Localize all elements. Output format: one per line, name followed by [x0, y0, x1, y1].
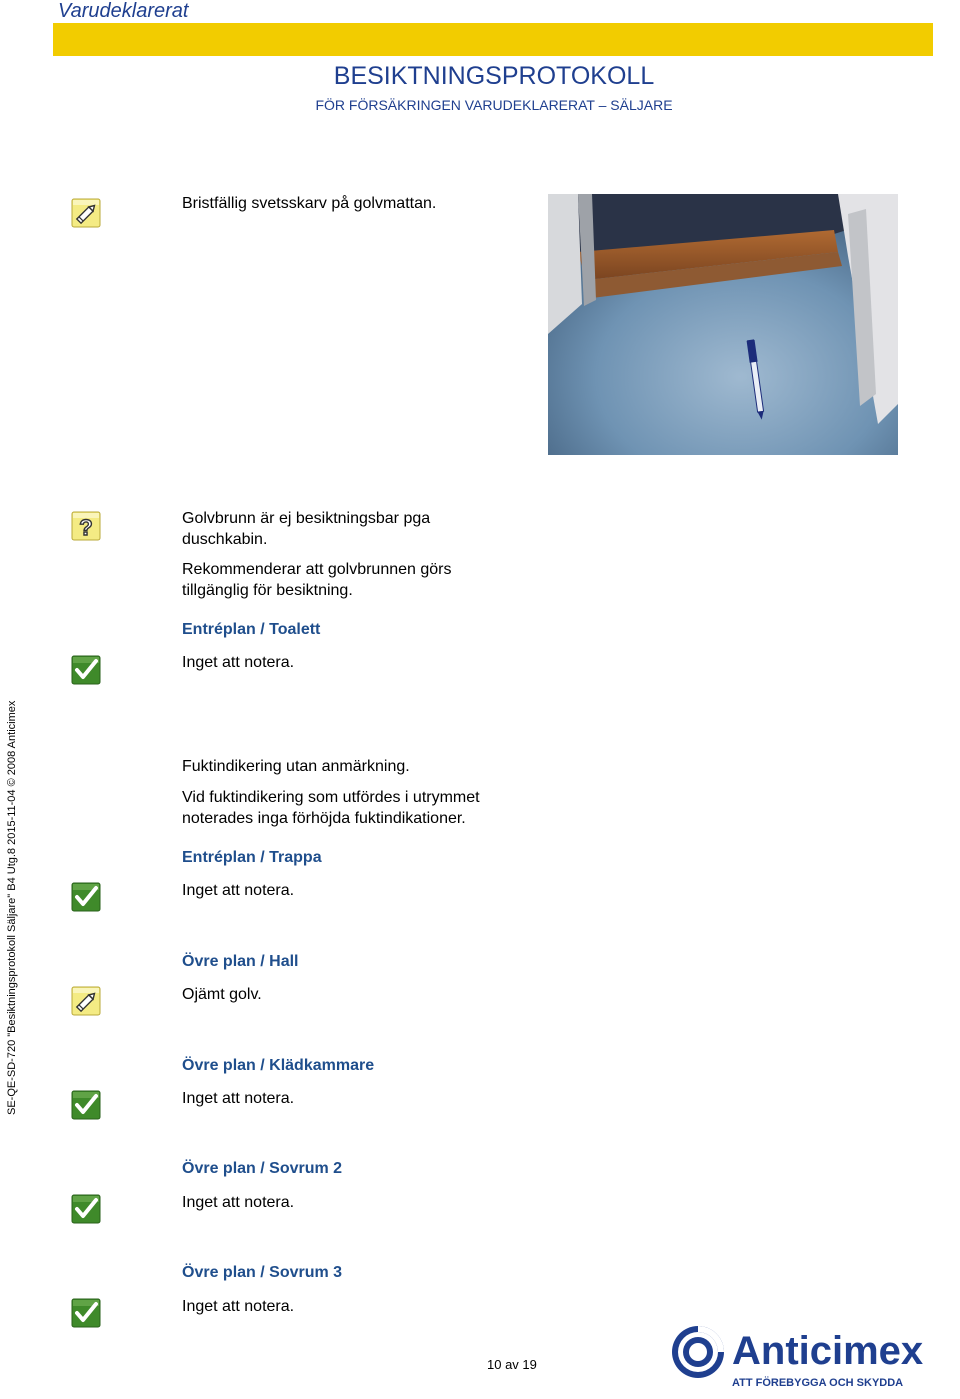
entry-text: Ojämt golv.: [182, 986, 262, 1003]
entry-text: tillgänglig för besiktning.: [182, 582, 353, 599]
entry-text: Inget att notera.: [182, 1298, 295, 1315]
entry-text: noterades inga förhöjda fuktindikationer.: [182, 810, 466, 827]
section-heading: Övre plan / Sovrum 2: [182, 1160, 343, 1177]
pencil-icon: [70, 197, 102, 229]
entry-text: Vid fuktindikering som utfördes i utrymmet: [182, 789, 480, 806]
section-label: Varudeklarerat: [58, 0, 189, 22]
entry-text: Inget att notera.: [182, 1194, 295, 1211]
logo-mark-icon: [672, 1326, 724, 1378]
section-heading: Entréplan / Trappa: [182, 849, 322, 866]
question-icon: [70, 510, 102, 542]
section-heading: Entréplan / Toalett: [182, 621, 321, 638]
entry-text: Fuktindikering utan anmärkning.: [182, 758, 410, 775]
section-heading: Övre plan / Klädkammare: [182, 1057, 375, 1074]
section-heading: Övre plan / Hall: [182, 953, 299, 970]
checkmark-icon: [70, 1089, 102, 1121]
entry-text: Bristfällig svetsskarv på golvmattan.: [182, 195, 437, 212]
document-subtitle: FÖR FÖRSÄKRINGEN VARUDEKLARERAT – SÄLJARE: [315, 97, 673, 113]
page-number: 10 av 19: [487, 1357, 537, 1372]
entry-text: Inget att notera.: [182, 654, 295, 671]
checkmark-icon: [70, 1297, 102, 1329]
checkmark-icon: [70, 881, 102, 913]
pencil-icon: [70, 985, 102, 1017]
logo-wordmark: Anticimex: [732, 1329, 924, 1373]
entry-text: Golvbrunn är ej besiktningsbar pga: [182, 510, 431, 527]
logo-tagline: ATT FÖREBYGGA OCH SKYDDA: [732, 1377, 904, 1389]
entry-text: Inget att notera.: [182, 882, 295, 899]
checkmark-icon: [70, 654, 102, 686]
entry-text: Rekommenderar att golvbrunnen görs: [182, 561, 452, 578]
checkmark-icon: [70, 1193, 102, 1225]
anticimex-logo: [668, 1322, 950, 1392]
section-heading: Övre plan / Sovrum 3: [182, 1264, 343, 1281]
header-bar: [53, 23, 933, 56]
document-title: BESIKTNINGSPROTOKOLL: [333, 62, 655, 90]
floor-photo: [548, 194, 898, 455]
svg-text:?: ?: [79, 515, 93, 540]
document-reference: SE-QE-SD-720 "Besiktningsprotokoll Säljare" B4 Utg.8 2015-11-04 © 2008 Anticimex: [6, 700, 18, 1115]
entry-text: duschkabin.: [182, 531, 268, 548]
entry-text: Inget att notera.: [182, 1090, 295, 1107]
